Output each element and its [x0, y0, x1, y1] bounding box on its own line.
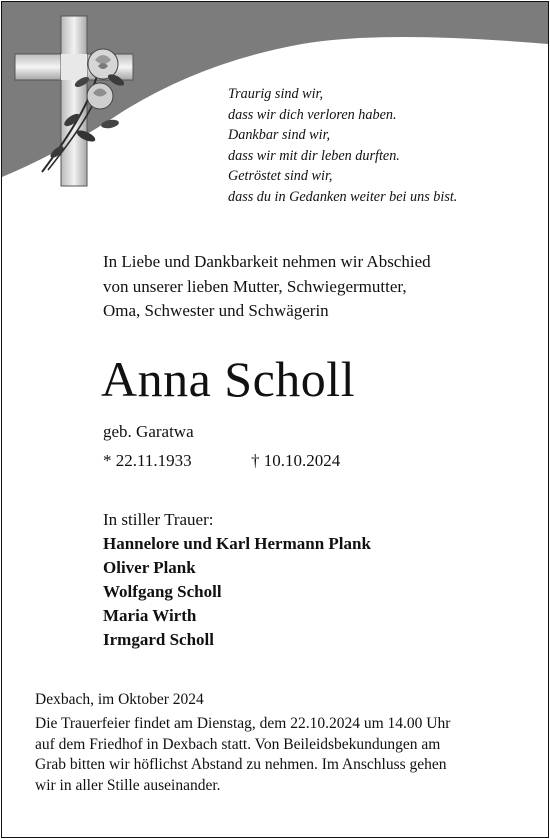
- mourner-name: Wolfgang Scholl: [103, 582, 222, 601]
- funeral-line: Grab bitten wir höflichst Abstand zu nehmen. Im Anschluss gehen: [35, 756, 447, 774]
- intro-line: von unserer lieben Mutter, Schwiegermutter,: [103, 276, 407, 296]
- obituary-notice: [1, 1, 549, 838]
- deceased-name: Anna Scholl: [101, 351, 356, 407]
- poem-line: Getröstet sind wir,: [228, 168, 333, 185]
- funeral-info: [35, 714, 523, 796]
- birth-date: * 22.11.1933: [103, 451, 192, 470]
- poem-line: dass wir dich verloren haben.: [228, 106, 397, 123]
- poem-line: Traurig sind wir,: [228, 86, 324, 102]
- poem-line: dass wir mit dir leben durften.: [228, 147, 400, 164]
- birth-name: geb. Garatwa: [103, 422, 194, 441]
- mourner-name: Oliver Plank: [103, 558, 196, 577]
- poem: [228, 84, 457, 208]
- funeral-line: wir in aller Stille auseinander.: [35, 776, 221, 794]
- life-dates: [103, 450, 341, 472]
- intro-line: In Liebe und Dankbarkeit nehmen wir Abschied: [103, 252, 431, 271]
- mourner-name: Maria Wirth: [103, 606, 197, 625]
- poem-line: dass du in Gedanken weiter bei uns bist.: [228, 188, 458, 205]
- funeral-line: auf dem Friedhof in Dexbach statt. Von Beileidsbekundungen am: [35, 735, 441, 753]
- mourners-list: [103, 508, 371, 652]
- mourner-name: Irmgard Scholl: [103, 630, 214, 649]
- intro-line: Oma, Schwester und Schwägerin: [103, 301, 329, 320]
- funeral-line: Die Trauerfeier findet am Dienstag, dem 22.10.2024 um 14.00 Uhr: [35, 715, 451, 732]
- poem-line: Dankbar sind wir,: [228, 127, 331, 144]
- death-date: † 10.10.2024: [251, 451, 341, 470]
- place-date: Dexbach, im Oktober 2024: [35, 691, 204, 708]
- intro-text: [103, 250, 431, 324]
- mourners-label: In stiller Trauer:: [103, 510, 214, 529]
- mourner-name: Hannelore und Karl Hermann Plank: [103, 534, 371, 553]
